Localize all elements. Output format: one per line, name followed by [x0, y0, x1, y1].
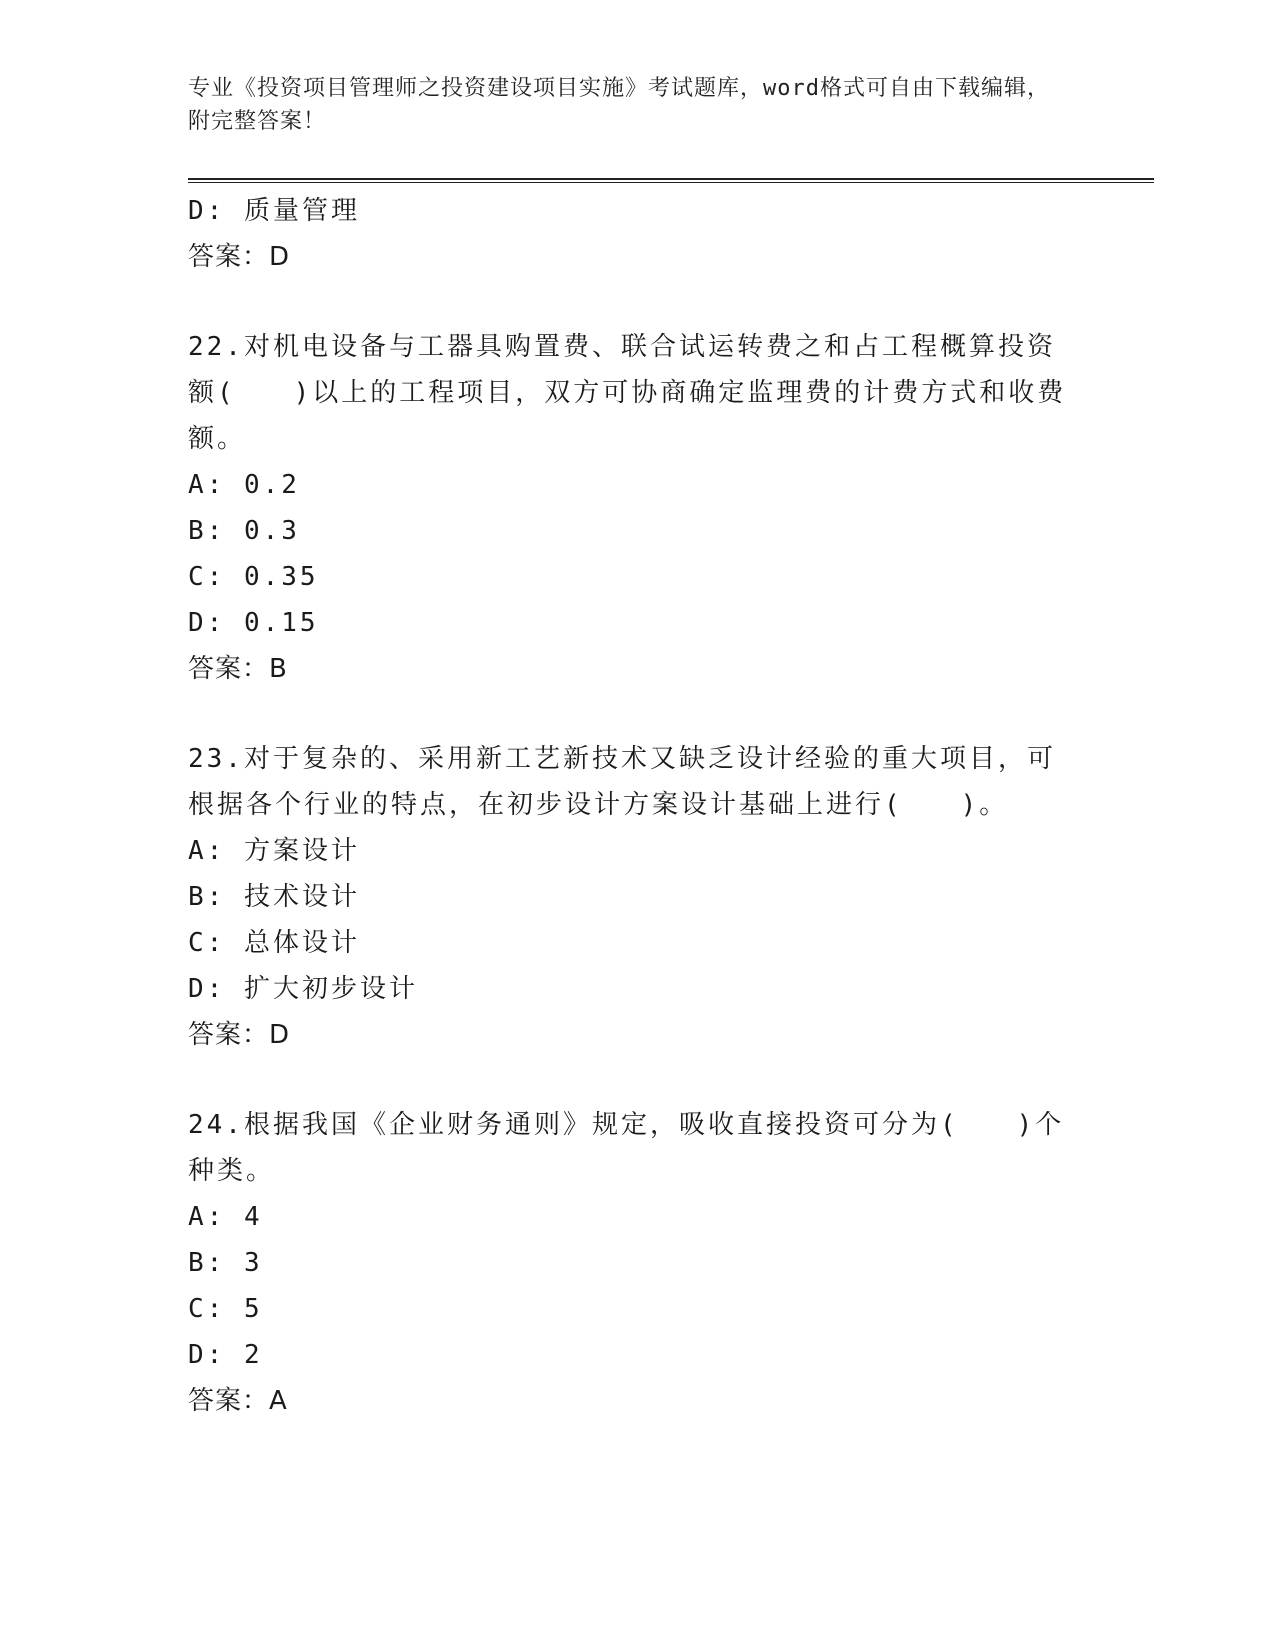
- spacer: [188, 1058, 1088, 1102]
- document-header: 专业《投资项目管理师之投资建设项目实施》考试题库，word格式可自由下载编辑，附完整答案！: [188, 76, 1050, 134]
- question-24-option-b: B: 3: [188, 1248, 263, 1278]
- question-22-option-c: C: 0.35: [188, 562, 319, 592]
- question-22-option-a: A: 0.2: [188, 470, 300, 500]
- question-23-option-c: C: 总体设计: [188, 928, 360, 958]
- question-list: [188, 188, 1088, 1424]
- question-22-option-b: B: 0.3: [188, 516, 300, 546]
- question-22-text: 22.对机电设备与工器具购置费、联合试运转费之和占工程概算投资额( )以上的工程项目，双方可协商确定监理费的计费方式和收费额。: [188, 332, 1067, 454]
- prev-question-option-d: D: 质量管理: [188, 196, 360, 226]
- question-23-option-b: B: 技术设计: [188, 882, 360, 912]
- prev-question-answer: 答案：D: [188, 242, 291, 272]
- question-23-option-d: D: 扩大初步设计: [188, 974, 418, 1004]
- question-24-option-c: C: 5: [188, 1294, 263, 1324]
- question-24-text: 24.根据我国《企业财务通则》规定，吸收直接投资可分为( )个种类。: [188, 1110, 1065, 1186]
- question-22-answer: 答案：B: [188, 654, 288, 684]
- question-23-text: 23.对于复杂的、采用新工艺新技术又缺乏设计经验的重大项目，可根据各个行业的特点，在初步设计方案设计基础上进行( )。: [188, 744, 1056, 820]
- header-divider-thick: [188, 178, 1154, 180]
- question-24-option-a: A: 4: [188, 1202, 263, 1232]
- question-24-option-d: D: 2: [188, 1340, 263, 1370]
- spacer: [188, 280, 1088, 324]
- question-23-answer: 答案：D: [188, 1020, 291, 1050]
- spacer: [188, 692, 1088, 736]
- question-22-option-d: D: 0.15: [188, 608, 319, 638]
- question-24-answer: 答案：A: [188, 1386, 288, 1416]
- header-divider-thin: [188, 182, 1154, 183]
- question-23-option-a: A: 方案设计: [188, 836, 360, 866]
